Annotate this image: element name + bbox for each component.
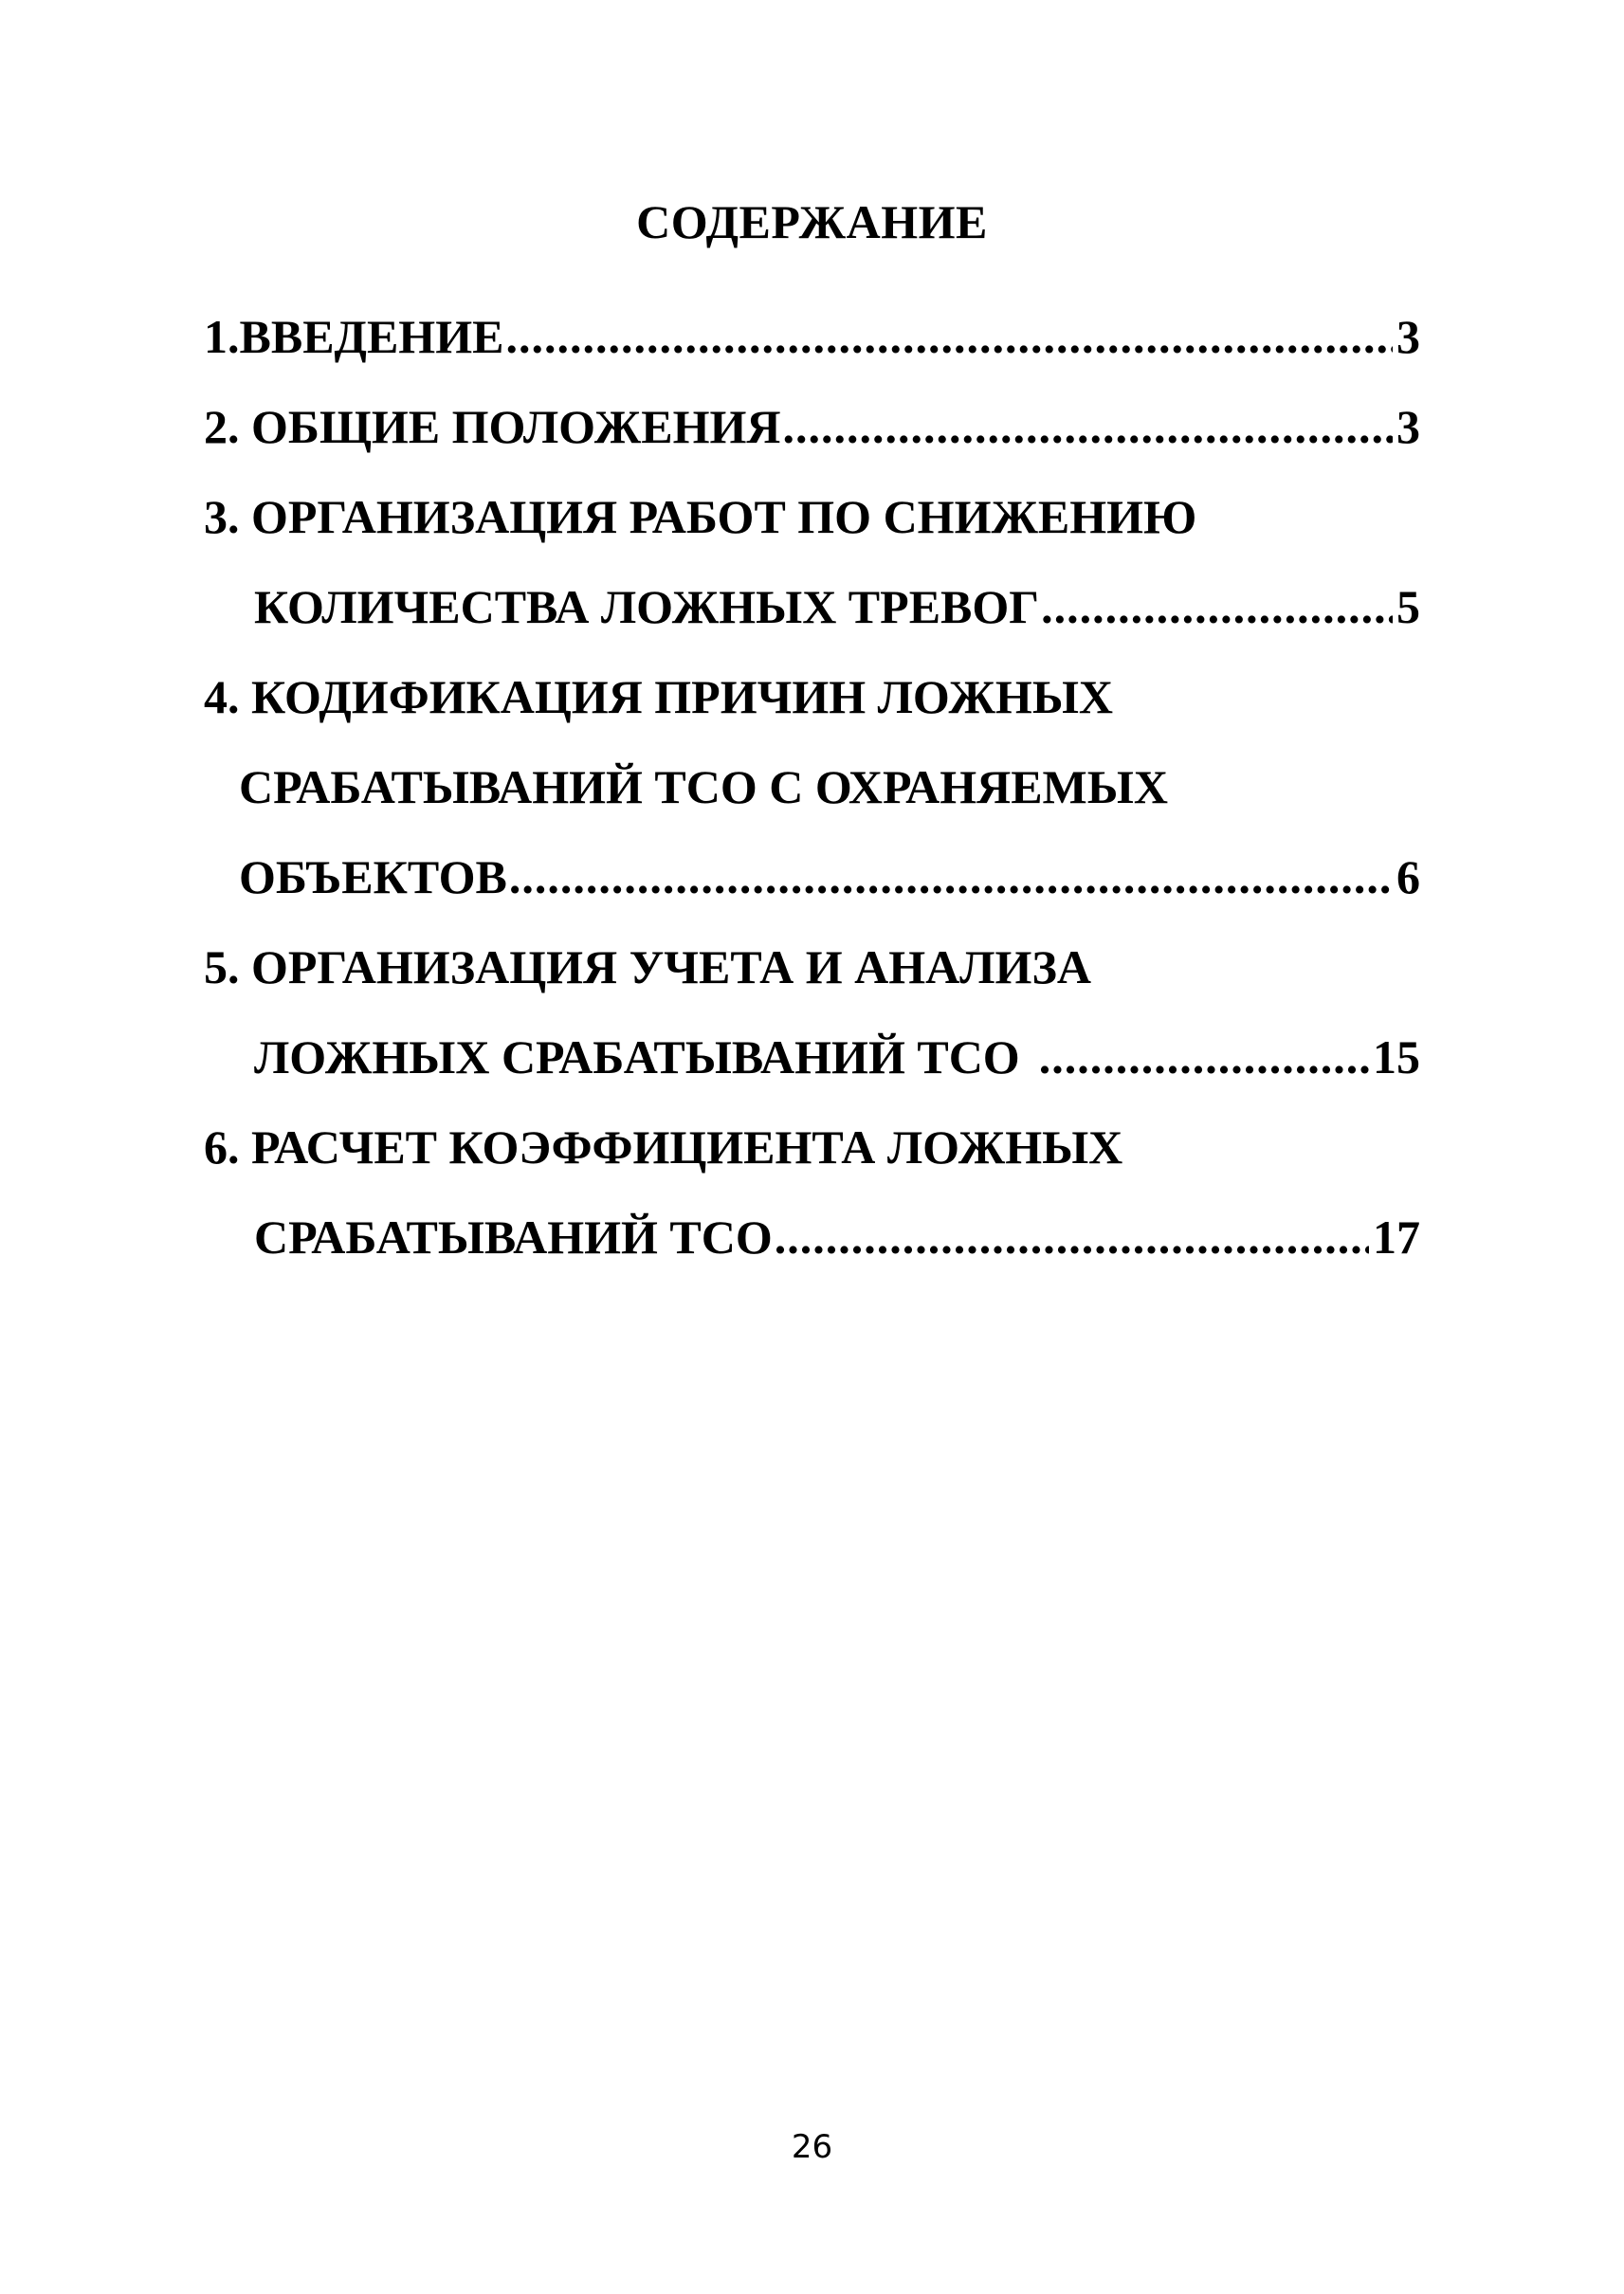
document-title: СОДЕРЖАНИЕ (636, 195, 988, 248)
toc-entry-label: 1.ВВЕДЕНИЕ (204, 310, 504, 363)
toc-entry-label-continued: СРАБАТЫВАНИЙ ТСО С ОХРАНЯЕМЫХ (239, 760, 1168, 813)
toc-entry-codification-line-3[interactable] (239, 848, 1420, 905)
toc-entry-page: 3 (1396, 400, 1420, 453)
toc-entry-label: 6. РАСЧЕТ КОЭФФИЦИЕНТА ЛОЖНЫХ (204, 1120, 1123, 1174)
toc-entry-introduction[interactable] (204, 308, 1420, 365)
toc-entry-accounting-analysis-line-2[interactable] (254, 1029, 1420, 1085)
toc-entry-false-alarm-reduction-line-2[interactable] (254, 578, 1420, 635)
toc-entry-label-continued: ЛОЖНЫХ СРАБАТЫВАНИЙ ТСО (254, 1030, 1020, 1083)
toc-entry-label: 2. ОБЩИЕ ПОЛОЖЕНИЯ (204, 400, 781, 453)
dot-leader (505, 308, 1393, 365)
page-number: 26 (791, 2128, 833, 2166)
dot-leader (1039, 1029, 1369, 1085)
toc-entry-page: 15 (1373, 1030, 1420, 1083)
toc-entry-page: 6 (1396, 850, 1420, 903)
toc-entry-codification-line-2[interactable] (239, 758, 1168, 815)
toc-entry-label: 5. ОРГАНИЗАЦИЯ УЧЕТА И АНАЛИЗА (204, 940, 1091, 993)
toc-entry-general-provisions[interactable] (204, 398, 1420, 455)
toc-entry-label-continued: КОЛИЧЕСТВА ЛОЖНЫХ ТРЕВОГ (254, 580, 1040, 633)
toc-entry-page: 17 (1373, 1211, 1420, 1264)
dot-leader (509, 848, 1393, 905)
toc-entry-page: 5 (1396, 580, 1420, 633)
toc-entry-label: 3. ОРГАНИЗАЦИЯ РАБОТ ПО СНИЖЕНИЮ (204, 490, 1197, 543)
toc-entry-coefficient-line-1[interactable] (204, 1119, 1122, 1175)
dot-leader (782, 398, 1393, 455)
toc-entry-label-continued: ОБЪЕКТОВ (239, 850, 507, 903)
toc-entry-codification-line-1[interactable] (204, 668, 1113, 725)
dot-leader (775, 1209, 1369, 1265)
toc-entry-label: 4. КОДИФИКАЦИЯ ПРИЧИН ЛОЖНЫХ (204, 670, 1114, 723)
toc-entry-page: 3 (1396, 310, 1420, 363)
toc-entry-false-alarm-reduction-line-1[interactable] (204, 488, 1196, 545)
toc-entry-coefficient-line-2[interactable] (254, 1209, 1420, 1265)
toc-entry-accounting-analysis-line-1[interactable] (204, 938, 1091, 995)
toc-entry-label-continued: СРАБАТЫВАНИЙ ТСО (254, 1211, 773, 1264)
dot-leader (1041, 578, 1393, 635)
